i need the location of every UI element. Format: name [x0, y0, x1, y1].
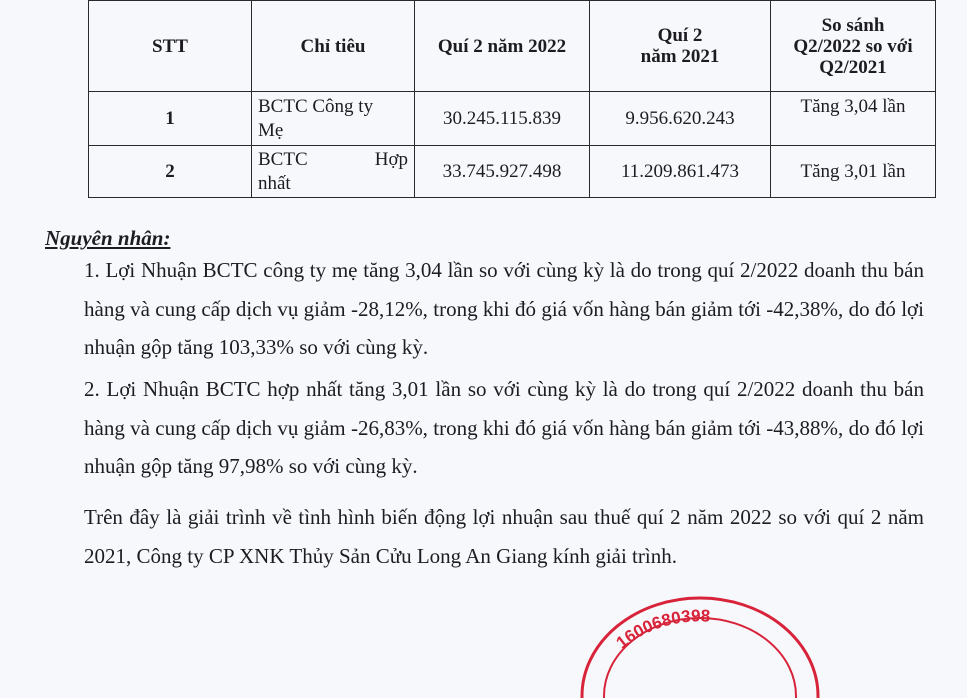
header-q2-2021-line1: Quí 2 [657, 25, 703, 46]
row-q2-2021-value: 9.956.620.243 [590, 92, 771, 146]
reason-item-2: 2. Lợi Nhuận BCTC hợp nhất tăng 3,01 lần so với cùng kỳ là do trong quí 2/2022 doanh thu bán hàng và cung cấp dịch vụ giảm -26,83%, trong khi đó giá vốn hàng bán giảm tới -43,88%, do đó lợi nhuận gộp tăng 97,98% so với cùng kỳ. [84, 377, 924, 478]
header-q2-2022: Quí 2 năm 2022 [415, 1, 590, 92]
header-q2-2021-line2: năm 2021 [640, 46, 720, 67]
header-stt: STT [89, 1, 252, 92]
row-q2-2022-value: 33.745.927.498 [415, 146, 590, 198]
row-chi-tieu [252, 146, 415, 198]
row-chi-tieu-line2: Mẹ [258, 119, 284, 141]
header-q2-2021 [590, 1, 771, 92]
reason-item-1: 1. Lợi Nhuận BCTC công ty mẹ tăng 3,04 lần so với cùng kỳ là do trong quí 2/2022 doanh thu bán hàng và cung cấp dịch vụ giảm -28,12%, trong khi đó giá vốn hàng bán giảm tới -42,38%, do đó lợi nhuận gộp tăng 103,33% so với cùng kỳ. [84, 258, 924, 359]
row-chi-tieu-line1 [258, 148, 408, 172]
header-so-sanh-line3: Q2/2021 [819, 56, 887, 78]
row-chi-tieu-line1: BCTC Công ty [258, 95, 374, 117]
row-chi-tieu-line1-right: Hợp [374, 148, 408, 170]
row-chi-tieu [252, 92, 415, 146]
row-chi-tieu-line1-left: BCTC [258, 148, 308, 170]
header-so-sanh-line1: So sánh [821, 14, 885, 36]
profit-comparison-table [88, 0, 936, 198]
row-comparison: Tăng 3,01 lần [771, 146, 936, 198]
table-header-row [89, 1, 936, 92]
table-row [89, 92, 936, 146]
closing-paragraph: Trên đây là giải trình về tình hình biến động lợi nhuận sau thuế quí 2 năm 2022 so với quí 2 năm 2021, Công ty CP XNK Thủy Sản Cửu Long An Giang kính giải trình. [84, 505, 924, 568]
reasons-heading: Nguyên nhân: [45, 226, 171, 250]
table-row [89, 146, 936, 198]
row-q2-2022-value: 30.245.115.839 [415, 92, 590, 146]
row-stt: 1 [89, 92, 252, 146]
stamp-number-text: 1600680398 [612, 606, 711, 653]
row-stt: 2 [89, 146, 252, 198]
row-comparison: Tăng 3,04 lần [771, 92, 936, 146]
row-q2-2021-value: 11.209.861.473 [590, 146, 771, 198]
header-so-sanh-line2: Q2/2022 so với [793, 35, 913, 57]
header-chi-tieu: Chỉ tiêu [252, 1, 415, 92]
row-chi-tieu-line2: nhất [258, 172, 291, 194]
header-so-sanh [771, 1, 936, 92]
company-stamp [560, 578, 830, 698]
